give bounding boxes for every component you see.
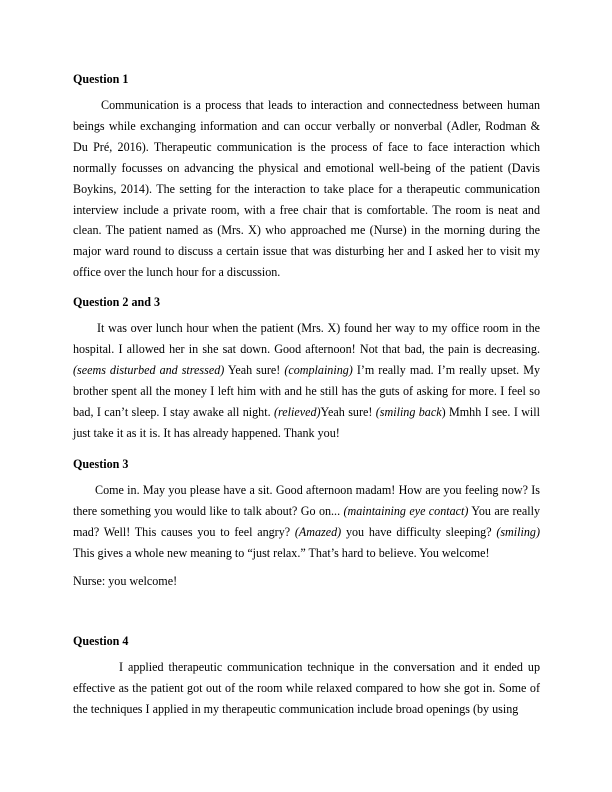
dialogue-text: It was over lunch hour when the patient (Mrs. X) found her way to my office room in the hospital. I allowed her in she sat down. Good afternoon! Not that bad, the pain is decreasing. xyxy=(73,321,540,356)
heading-question-1: Question 1 xyxy=(73,72,129,86)
dialogue-cue: (maintaining eye contact) xyxy=(343,503,469,518)
paragraph-question-1: Communication is a process that leads to interaction and connectedness between human beings while exchanging information and can occur verbally or nonverbal (Adler, Rodman & Du Pré, 2016). Therapeutic communication is the process of face to face interaction which normally focusses on advancing the physical and emotional well-being of the patient (Davis Boykins, 2014). The setting for the interaction to take place for a therapeutic communication interview include a private room, with a free chair that is comfortable. The room is neat and clean. The patient named as (Mrs. X) who approached me (Nurse) in the morning during the major ward round to discuss a certain issue that was disturbing her and I asked her to visit my office over the lunch hour for a discussion. xyxy=(73,98,540,280)
dialogue-text: This gives a whole new meaning to “just relax.” That’s hard to believe. You welcome! xyxy=(73,545,490,560)
nurse-closing-line: Nurse: you welcome! xyxy=(73,574,178,588)
paragraph-nurse-dialogue xyxy=(73,480,540,564)
dialogue-text: you have difficulty sleeping? xyxy=(341,524,497,539)
dialogue-cue: (smiling back xyxy=(375,404,442,419)
dialogue-cue: (relieved) xyxy=(273,404,321,419)
paragraph-question-4: I applied therapeutic communication technique in the conversation and it ended up effective as the patient got out of the room while relaxed compared to how she got in. Some of the techniques I applied in my therapeutic communication include broad openings (by using xyxy=(73,660,540,716)
dialogue-cue: (seems disturbed and stressed) xyxy=(73,362,225,377)
heading-question-2-and-3: Question 2 and 3 xyxy=(73,295,161,309)
dialogue-text: You are really mad? Well! This causes you to feel angry? xyxy=(73,503,541,539)
heading-question-4: Question 4 xyxy=(73,634,129,648)
dialogue-text: ) Mmhh I see. I will just take it as it is. It has already happened. Thank you! xyxy=(73,404,541,440)
dialogue-text: I’m really mad. I’m really upset. My brother spent all the money I left him with and he still has the guts of asking for more. I feel so bad, I can’t sleep. I stay awake all night. xyxy=(73,362,541,419)
heading-question-3: Question 3 xyxy=(73,457,129,471)
dialogue-cue: (Amazed) xyxy=(294,524,342,539)
paragraph-patient-dialogue xyxy=(73,318,540,443)
dialogue-text: Come in. May you please have a sit. Good afternoon madam! How are you feeling now? Is there something you would like to talk about? Go on... xyxy=(73,483,540,518)
dialogue-cue: (smiling) xyxy=(496,524,540,539)
dialogue-cue: (complaining) xyxy=(284,362,353,377)
dialogue-text: Yeah sure! xyxy=(320,404,376,419)
dialogue-text: Yeah sure! xyxy=(224,362,285,377)
